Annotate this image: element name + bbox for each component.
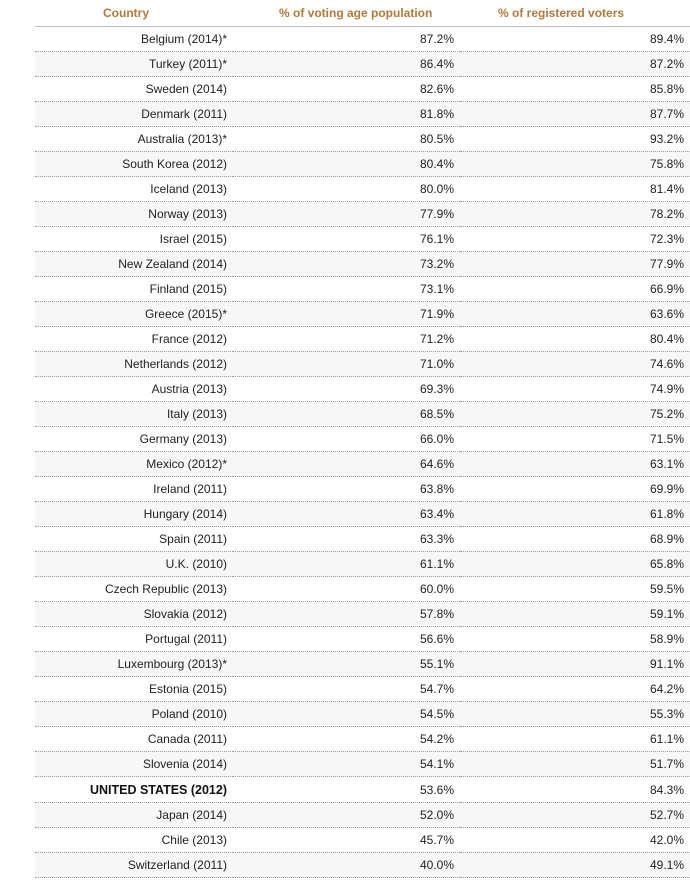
country-cell: Germany (2013) xyxy=(35,427,233,452)
header-voting-age-population[interactable]: % of voting age population xyxy=(233,0,460,27)
table-row xyxy=(35,452,690,477)
table-row xyxy=(35,602,690,627)
voting-age-population-cell: 76.1% xyxy=(233,227,460,252)
header-row xyxy=(35,0,690,27)
voting-age-population-cell: 54.1% xyxy=(233,752,460,777)
voting-age-population-cell: 52.0% xyxy=(233,803,460,828)
country-cell: France (2012) xyxy=(35,327,233,352)
country-cell: Luxembourg (2013)* xyxy=(35,652,233,677)
voting-age-population-cell: 55.1% xyxy=(233,652,460,677)
voting-age-population-cell: 69.3% xyxy=(233,377,460,402)
table-row xyxy=(35,552,690,577)
table-row xyxy=(35,577,690,602)
voting-age-population-cell: 71.0% xyxy=(233,352,460,377)
table-row xyxy=(35,752,690,777)
country-cell: South Korea (2012) xyxy=(35,152,233,177)
registered-voters-cell: 69.9% xyxy=(460,477,690,502)
voting-age-population-cell: 81.8% xyxy=(233,102,460,127)
table-row xyxy=(35,302,690,327)
country-cell: Mexico (2012)* xyxy=(35,452,233,477)
voting-age-population-cell: 63.3% xyxy=(233,527,460,552)
registered-voters-cell: 93.2% xyxy=(460,127,690,152)
table-row xyxy=(35,277,690,302)
table-row xyxy=(35,677,690,702)
country-cell: UNITED STATES (2012) xyxy=(35,777,233,803)
country-cell: Greece (2015)* xyxy=(35,302,233,327)
registered-voters-cell: 78.2% xyxy=(460,202,690,227)
registered-voters-cell: 75.8% xyxy=(460,152,690,177)
registered-voters-cell: 63.1% xyxy=(460,452,690,477)
country-cell: Italy (2013) xyxy=(35,402,233,427)
country-cell: Israel (2015) xyxy=(35,227,233,252)
registered-voters-cell: 80.4% xyxy=(460,327,690,352)
voting-age-population-cell: 61.1% xyxy=(233,552,460,577)
country-cell: Poland (2010) xyxy=(35,702,233,727)
voting-age-population-cell: 82.6% xyxy=(233,77,460,102)
registered-voters-cell: 59.5% xyxy=(460,577,690,602)
voting-age-population-cell: 60.0% xyxy=(233,577,460,602)
table-row xyxy=(35,77,690,102)
registered-voters-cell: 63.6% xyxy=(460,302,690,327)
registered-voters-cell: 72.3% xyxy=(460,227,690,252)
voting-age-population-cell: 40.0% xyxy=(233,853,460,878)
voting-age-population-cell: 68.5% xyxy=(233,402,460,427)
country-cell: Slovenia (2014) xyxy=(35,752,233,777)
country-cell: Norway (2013) xyxy=(35,202,233,227)
registered-voters-cell: 81.4% xyxy=(460,177,690,202)
voting-age-population-cell: 56.6% xyxy=(233,627,460,652)
voting-age-population-cell: 77.9% xyxy=(233,202,460,227)
registered-voters-cell: 49.1% xyxy=(460,853,690,878)
country-cell: New Zealand (2014) xyxy=(35,252,233,277)
table-row xyxy=(35,828,690,853)
table-row xyxy=(35,627,690,652)
voting-age-population-cell: 71.9% xyxy=(233,302,460,327)
table-row xyxy=(35,52,690,77)
voting-age-population-cell: 57.8% xyxy=(233,602,460,627)
registered-voters-cell: 51.7% xyxy=(460,752,690,777)
registered-voters-cell: 65.8% xyxy=(460,552,690,577)
table-row xyxy=(35,702,690,727)
voting-age-population-cell: 54.7% xyxy=(233,677,460,702)
table-row xyxy=(35,377,690,402)
registered-voters-cell: 61.8% xyxy=(460,502,690,527)
registered-voters-cell: 42.0% xyxy=(460,828,690,853)
registered-voters-cell: 68.9% xyxy=(460,527,690,552)
voting-age-population-cell: 63.8% xyxy=(233,477,460,502)
registered-voters-cell: 71.5% xyxy=(460,427,690,452)
registered-voters-cell: 64.2% xyxy=(460,677,690,702)
voting-age-population-cell: 53.6% xyxy=(233,777,460,803)
table-row xyxy=(35,27,690,52)
country-cell: U.K. (2010) xyxy=(35,552,233,577)
table-row xyxy=(35,227,690,252)
registered-voters-cell: 91.1% xyxy=(460,652,690,677)
country-cell: Ireland (2011) xyxy=(35,477,233,502)
registered-voters-cell: 52.7% xyxy=(460,803,690,828)
country-cell: Estonia (2015) xyxy=(35,677,233,702)
voting-age-population-cell: 54.5% xyxy=(233,702,460,727)
registered-voters-cell: 85.8% xyxy=(460,77,690,102)
header-country[interactable]: Country xyxy=(35,0,233,27)
country-cell: Sweden (2014) xyxy=(35,77,233,102)
voting-age-population-cell: 73.2% xyxy=(233,252,460,277)
country-cell: Canada (2011) xyxy=(35,727,233,752)
table-body xyxy=(35,27,690,878)
voting-age-population-cell: 80.0% xyxy=(233,177,460,202)
table-row xyxy=(35,477,690,502)
registered-voters-cell: 55.3% xyxy=(460,702,690,727)
registered-voters-cell: 74.6% xyxy=(460,352,690,377)
registered-voters-cell: 77.9% xyxy=(460,252,690,277)
table-row xyxy=(35,102,690,127)
voting-age-population-cell: 64.6% xyxy=(233,452,460,477)
table-row xyxy=(35,527,690,552)
voting-age-population-cell: 86.4% xyxy=(233,52,460,77)
table-row xyxy=(35,502,690,527)
table-row xyxy=(35,327,690,352)
country-cell: Australia (2013)* xyxy=(35,127,233,152)
table-row xyxy=(35,803,690,828)
registered-voters-cell: 74.9% xyxy=(460,377,690,402)
country-cell: Japan (2014) xyxy=(35,803,233,828)
table-row xyxy=(35,727,690,752)
registered-voters-cell: 87.2% xyxy=(460,52,690,77)
voting-age-population-cell: 63.4% xyxy=(233,502,460,527)
table-row xyxy=(35,177,690,202)
table-row xyxy=(35,352,690,377)
voting-age-population-cell: 80.5% xyxy=(233,127,460,152)
table-row xyxy=(35,777,690,803)
voting-age-population-cell: 87.2% xyxy=(233,27,460,52)
registered-voters-cell: 89.4% xyxy=(460,27,690,52)
table-row xyxy=(35,402,690,427)
voting-age-population-cell: 73.1% xyxy=(233,277,460,302)
header-registered-voters[interactable]: % of registered voters xyxy=(460,0,690,27)
voting-age-population-cell: 45.7% xyxy=(233,828,460,853)
voting-age-population-cell: 66.0% xyxy=(233,427,460,452)
registered-voters-cell: 66.9% xyxy=(460,277,690,302)
country-cell: Czech Republic (2013) xyxy=(35,577,233,602)
registered-voters-cell: 84.3% xyxy=(460,777,690,803)
country-cell: Turkey (2011)* xyxy=(35,52,233,77)
table-row xyxy=(35,127,690,152)
country-cell: Iceland (2013) xyxy=(35,177,233,202)
country-cell: Austria (2013) xyxy=(35,377,233,402)
table-header xyxy=(35,0,690,27)
registered-voters-cell: 87.7% xyxy=(460,102,690,127)
country-cell: Belgium (2014)* xyxy=(35,27,233,52)
registered-voters-cell: 58.9% xyxy=(460,627,690,652)
registered-voters-cell: 59.1% xyxy=(460,602,690,627)
table-row xyxy=(35,152,690,177)
country-cell: Netherlands (2012) xyxy=(35,352,233,377)
country-cell: Chile (2013) xyxy=(35,828,233,853)
table-row xyxy=(35,427,690,452)
country-cell: Finland (2015) xyxy=(35,277,233,302)
registered-voters-cell: 61.1% xyxy=(460,727,690,752)
country-cell: Spain (2011) xyxy=(35,527,233,552)
turnout-table xyxy=(35,0,690,878)
voting-age-population-cell: 71.2% xyxy=(233,327,460,352)
voting-age-population-cell: 80.4% xyxy=(233,152,460,177)
voting-age-population-cell: 54.2% xyxy=(233,727,460,752)
registered-voters-cell: 75.2% xyxy=(460,402,690,427)
table-row xyxy=(35,652,690,677)
country-cell: Slovakia (2012) xyxy=(35,602,233,627)
country-cell: Denmark (2011) xyxy=(35,102,233,127)
country-cell: Hungary (2014) xyxy=(35,502,233,527)
table-row xyxy=(35,853,690,878)
table-row xyxy=(35,252,690,277)
table-row xyxy=(35,202,690,227)
country-cell: Portugal (2011) xyxy=(35,627,233,652)
country-cell: Switzerland (2011) xyxy=(35,853,233,878)
